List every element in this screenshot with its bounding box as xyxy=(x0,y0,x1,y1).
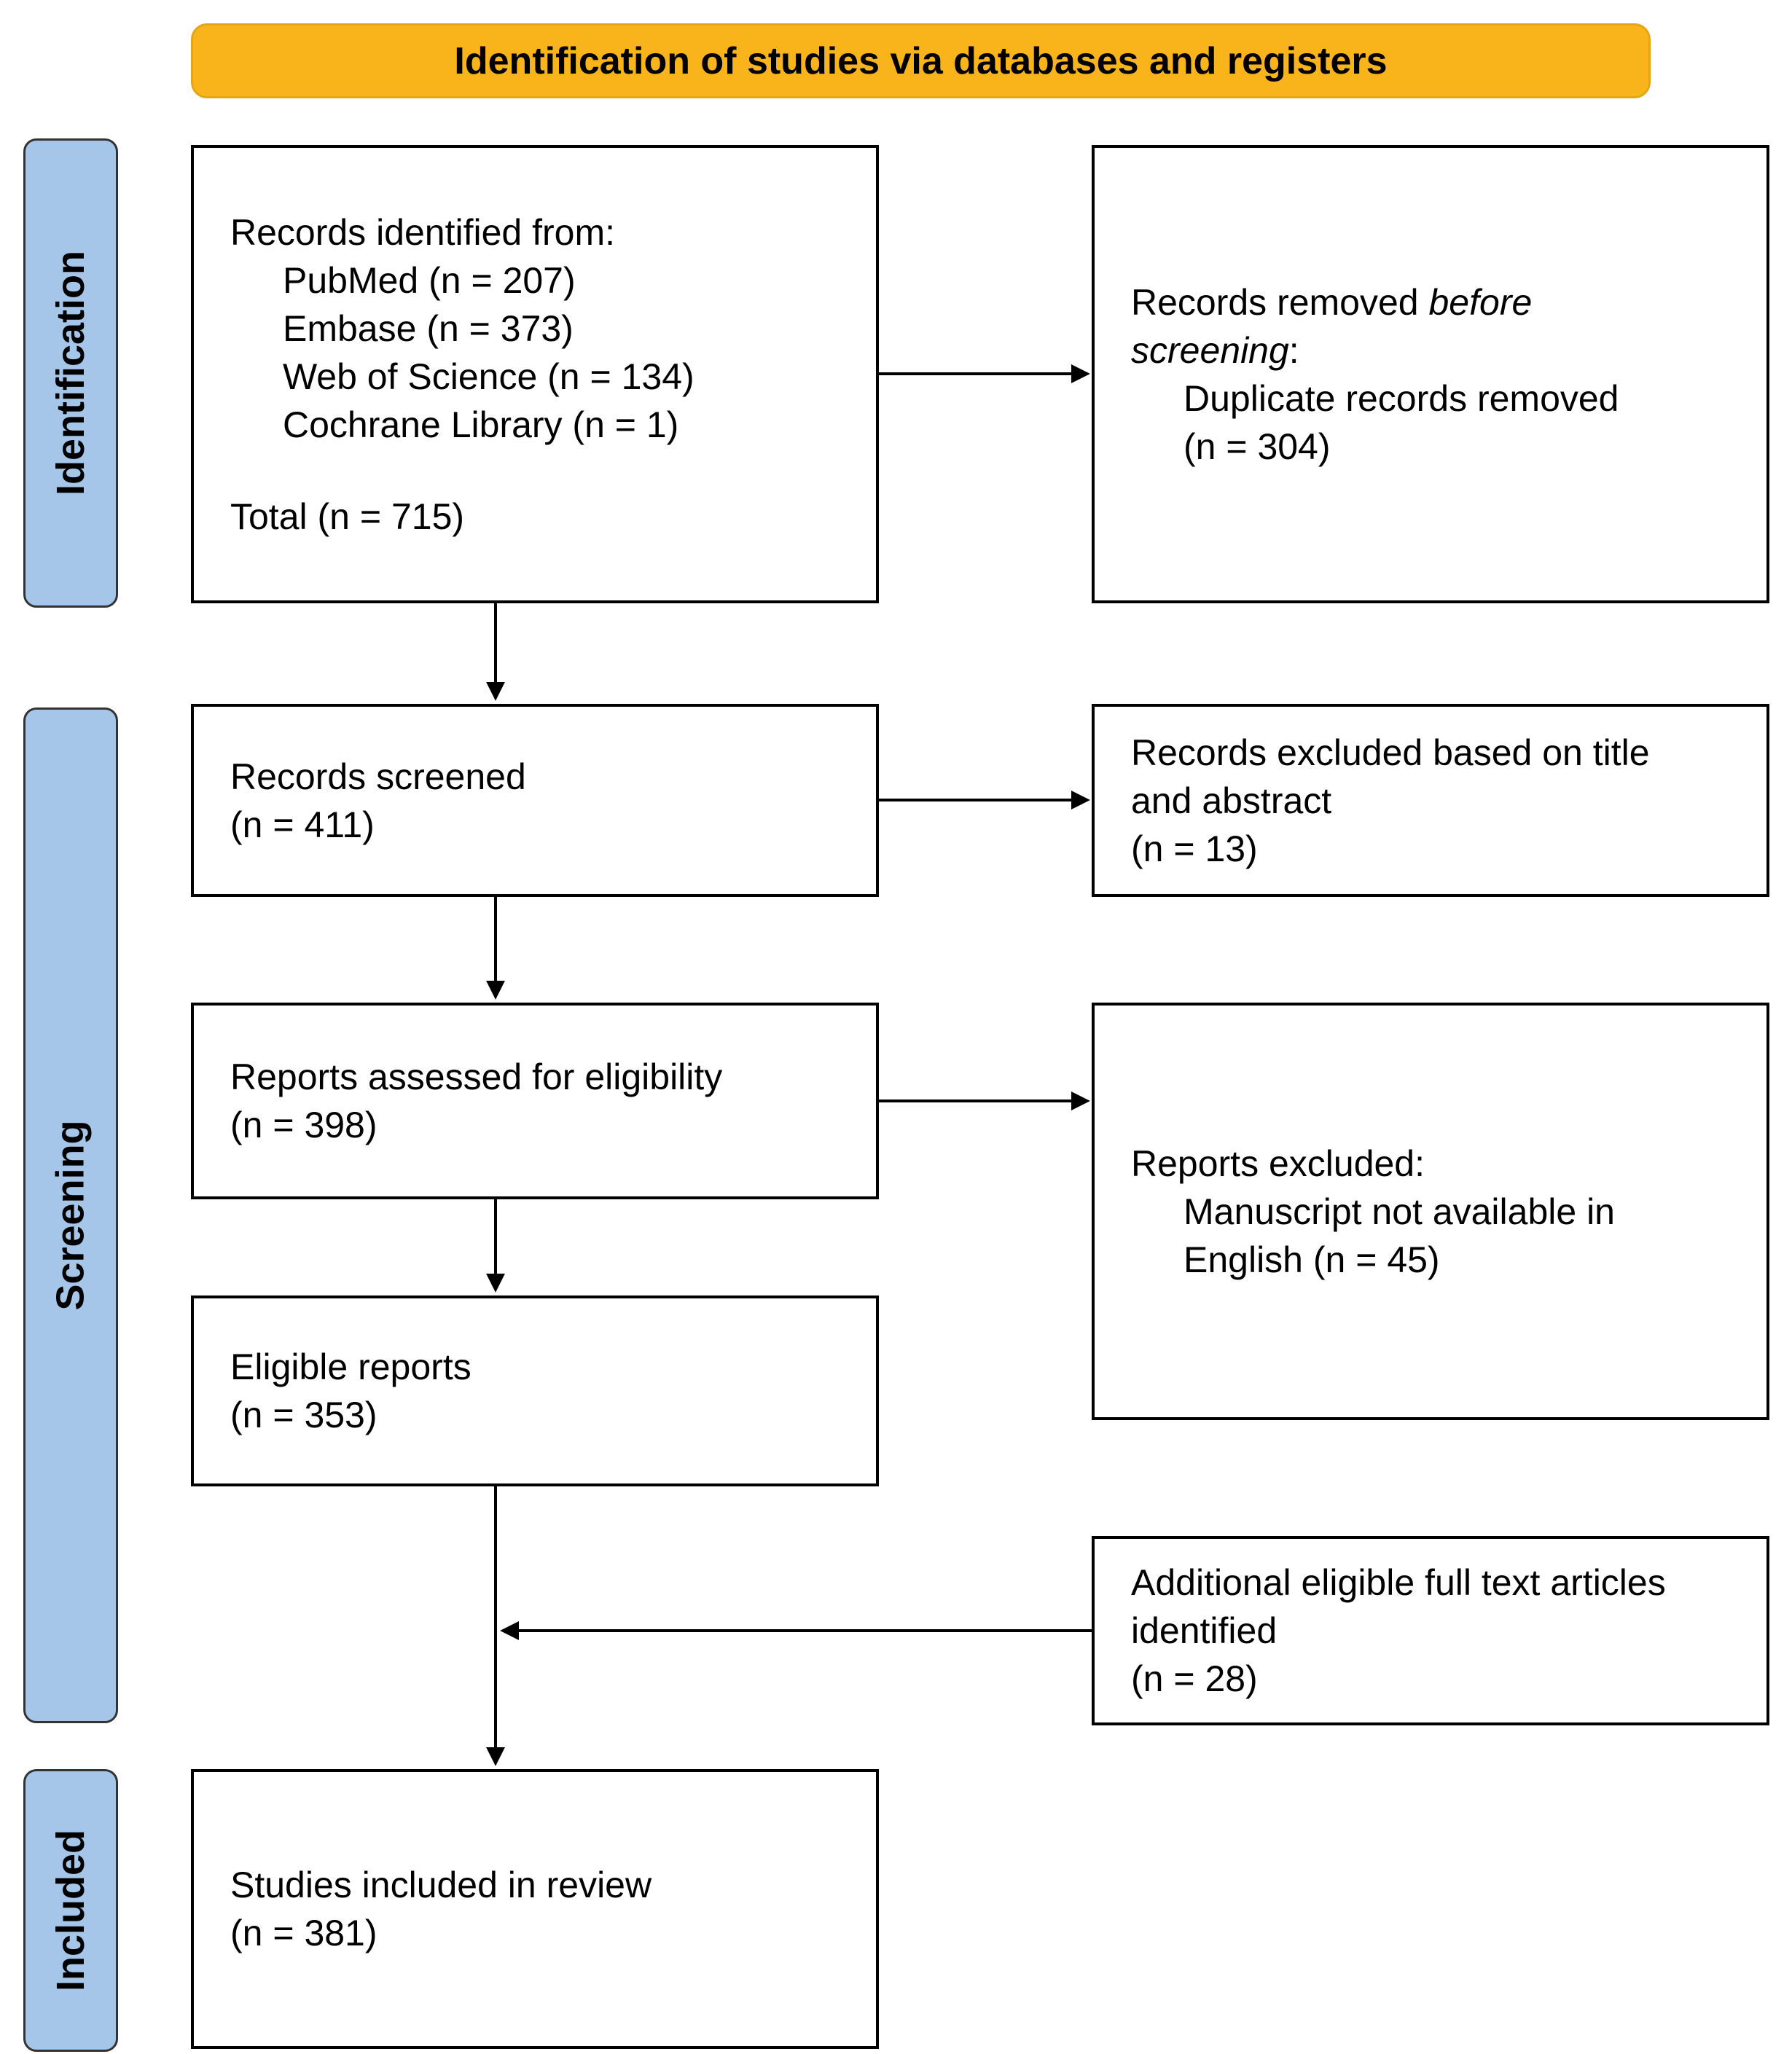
records-identified-total: Total (n = 715) xyxy=(230,495,465,537)
studies-included-title: Studies included in review xyxy=(230,1865,652,1905)
studies-included-count: (n = 381) xyxy=(230,1913,377,1953)
source-embase: Embase (n = 373) xyxy=(283,307,574,349)
eligible-reports-title: Eligible reports xyxy=(230,1347,472,1387)
stage-included-label: Included xyxy=(49,1829,93,1992)
records-removed-colon: : xyxy=(1288,329,1299,371)
box-records-screened xyxy=(191,704,879,897)
stage-screening-label: Screening xyxy=(49,1120,93,1311)
additional-articles-line1: Additional eligible full text articles xyxy=(1131,1562,1666,1603)
box-records-excluded xyxy=(1092,704,1769,897)
box-studies-included xyxy=(191,1769,879,2049)
records-removed-title-line2 xyxy=(1131,326,1740,375)
stage-identification xyxy=(23,138,118,608)
reports-excluded-detail-line2: English (n = 45) xyxy=(1183,1239,1440,1280)
eligible-reports-count: (n = 353) xyxy=(230,1395,377,1435)
records-removed-prefix: Records removed xyxy=(1131,281,1429,323)
stage-screening xyxy=(23,707,118,1723)
reports-assessed-title: Reports assessed for eligibility xyxy=(230,1057,723,1097)
stage-included xyxy=(23,1769,118,2052)
records-screened-title: Records screened xyxy=(230,756,526,797)
records-identified-intro: Records identified from: xyxy=(230,211,616,253)
additional-articles-count: (n = 28) xyxy=(1131,1658,1258,1699)
reports-assessed-count: (n = 398) xyxy=(230,1105,377,1145)
records-excluded-count: (n = 13) xyxy=(1131,828,1258,869)
records-excluded-line2: and abstract xyxy=(1131,780,1332,821)
spacer xyxy=(230,449,850,493)
box-records-identified xyxy=(191,145,879,603)
records-removed-italic-before: before xyxy=(1428,281,1533,323)
source-cochrane-library: Cochrane Library (n = 1) xyxy=(283,404,679,445)
source-web-of-science: Web of Science (n = 134) xyxy=(283,356,695,397)
banner-title: Identification of studies via databases and registers xyxy=(191,23,1651,98)
records-screened-count: (n = 411) xyxy=(230,804,375,845)
box-reports-excluded xyxy=(1092,1003,1769,1420)
records-removed-detail: Duplicate records removed xyxy=(1183,377,1619,419)
reports-excluded-title: Reports excluded: xyxy=(1131,1142,1425,1184)
records-removed-title-line1 xyxy=(1131,278,1740,326)
box-records-removed xyxy=(1092,145,1769,603)
box-additional-articles xyxy=(1092,1536,1769,1725)
stage-identification-label: Identification xyxy=(49,251,93,495)
box-eligible-reports xyxy=(191,1295,879,1486)
records-removed-italic-screening: screening xyxy=(1131,329,1289,371)
source-pubmed: PubMed (n = 207) xyxy=(283,259,576,301)
records-excluded-line1: Records excluded based on title xyxy=(1131,732,1650,773)
records-removed-count: (n = 304) xyxy=(1183,426,1331,467)
box-reports-assessed xyxy=(191,1003,879,1199)
additional-articles-line2: identified xyxy=(1131,1610,1278,1651)
reports-excluded-detail-line1: Manuscript not available in xyxy=(1183,1191,1615,1232)
